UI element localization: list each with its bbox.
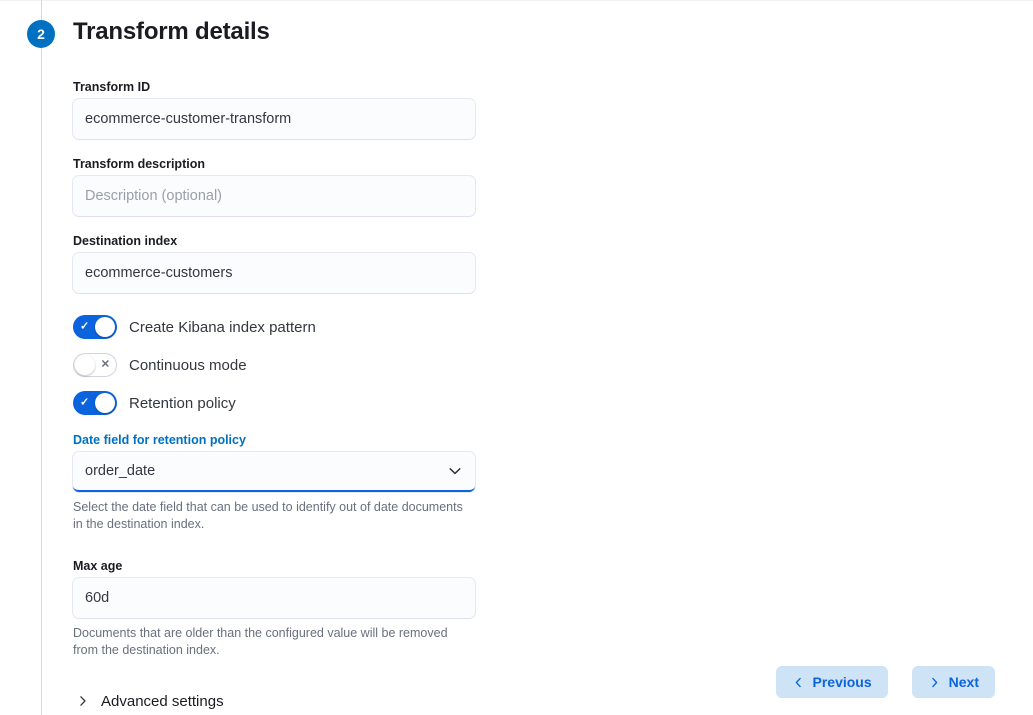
retention-date-field-value: order_date: [85, 463, 156, 479]
transform-description-field: [73, 157, 1013, 216]
transform-description-input[interactable]: [73, 176, 475, 216]
continuous-mode-toggle[interactable]: [73, 353, 117, 377]
retention-date-field-select[interactable]: [73, 452, 475, 492]
continuous-mode-label: Continuous mode: [129, 356, 247, 374]
next-button[interactable]: [912, 666, 995, 698]
chevron-down-icon: [447, 463, 463, 479]
create-kibana-index-pattern-label: Create Kibana index pattern: [129, 318, 316, 336]
max-age-label: Max age: [73, 558, 123, 573]
arrow-left-icon: [792, 676, 805, 689]
transform-id-input[interactable]: [73, 99, 475, 139]
destination-index-field: [73, 234, 1013, 293]
page-title: Transform details: [73, 18, 270, 45]
transform-id-label: Transform ID: [73, 80, 151, 94]
step-number-badge: 2: [27, 20, 55, 48]
retention-date-field-select-wrap: [73, 452, 475, 492]
previous-button[interactable]: [776, 666, 888, 698]
retention-date-field-block: [73, 433, 1013, 533]
wizard-rail: [41, 0, 42, 715]
cross-icon: ✕: [100, 358, 110, 371]
previous-button-label: Previous: [812, 674, 872, 690]
toggle-row-kibana-index-pattern: [73, 315, 1013, 339]
toggle-knob: [75, 355, 95, 375]
create-kibana-index-pattern-toggle[interactable]: [73, 315, 117, 339]
retention-date-field-help: Select the date field that can be used to identify out of date documents in the destination index.: [73, 500, 463, 531]
check-icon: ✓: [80, 320, 90, 333]
retention-date-field-label: Date field for retention policy: [73, 433, 246, 447]
advanced-settings-label: Advanced settings: [101, 692, 224, 710]
wizard-footer-buttons: [776, 666, 996, 698]
destination-index-label: Destination index: [73, 234, 178, 248]
max-age-field-block: [73, 559, 1013, 659]
top-divider: [0, 0, 1033, 1]
toggle-row-continuous-mode: [73, 353, 1013, 377]
destination-index-input[interactable]: [73, 253, 475, 293]
transform-id-field: [73, 80, 1013, 139]
toggle-knob: [95, 393, 115, 413]
transform-description-label: Transform description: [73, 157, 205, 171]
toggle-row-retention-policy: [73, 391, 1013, 415]
retention-policy-toggle[interactable]: [73, 391, 117, 415]
next-button-label: Next: [948, 674, 979, 690]
max-age-input[interactable]: [73, 578, 475, 618]
chevron-right-icon: [73, 694, 93, 708]
arrow-right-icon: [928, 676, 941, 689]
check-icon: ✓: [80, 396, 90, 409]
max-age-help: Documents that are older than the configured value will be removed from the destination index.: [73, 625, 448, 657]
toggle-knob: [95, 317, 115, 337]
toggles-group: [73, 315, 1013, 415]
form-content: [73, 18, 1013, 710]
retention-policy-label: Retention policy: [129, 394, 236, 412]
